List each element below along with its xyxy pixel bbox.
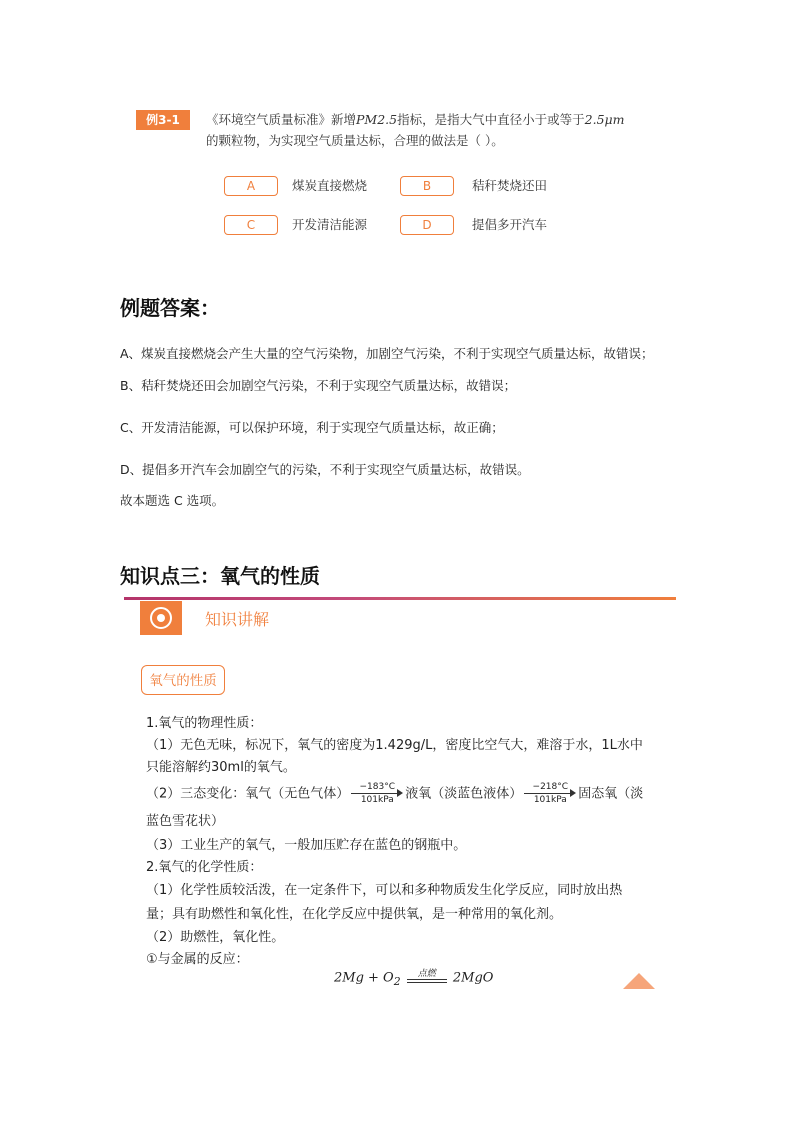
- body-line-6: （3）工业生产的氧气，一般加压贮存在蓝色的钢瓶中。: [146, 838, 467, 853]
- body-line-8: （1）化学性质较活泼，在一定条件下，可以和多种物质发生化学反应，同时放出热: [146, 883, 623, 898]
- equation-sign: [405, 970, 449, 986]
- question-text: 《环境空气质量标准》新增: [206, 112, 357, 127]
- knowledge-circle-icon: [150, 607, 172, 629]
- question-line-2: 的颗粒物，为实现空气质量达标，合理的做法是（ ）。: [206, 133, 504, 148]
- question-line-1: [206, 110, 625, 128]
- equation-subscript: 2: [393, 975, 401, 989]
- option-a-text: 煤炭直接燃烧: [292, 178, 368, 193]
- answer-line-a: A、煤炭直接燃烧会产生大量的空气污染物，加剧空气污染，不利于实现空气质量达标，故错误；: [120, 346, 654, 361]
- arrow-2-bottom: 101kPa: [533, 795, 567, 805]
- equation-condition: 点燃: [417, 969, 436, 979]
- section-heading: 知识点三：氧气的性质: [120, 564, 320, 588]
- answer-line-c: C、开发清洁能源，可以保护环境，利于实现空气质量达标，故正确；: [120, 420, 504, 435]
- body-line-4: [146, 782, 643, 806]
- option-b-box[interactable]: B: [400, 176, 454, 196]
- option-c-text: 开发清洁能源: [292, 217, 368, 232]
- scroll-up-triangle-icon[interactable]: [623, 973, 655, 989]
- answer-line-b: B、秸秆焚烧还田会加剧空气污染，不利于实现空气质量达标，故错误；: [120, 378, 517, 393]
- state-liquid-text: 液氧（淡蓝色液体）: [405, 786, 523, 802]
- answer-line-d: D、提倡多开汽车会加剧空气的污染，不利于实现空气质量达标，故错误。: [120, 462, 530, 477]
- banner-title: 知识讲解: [205, 610, 270, 629]
- answer-conclusion: 故本题选 C 选项。: [120, 493, 225, 508]
- body-line-3: 只能溶解约30ml的氧气。: [146, 760, 296, 775]
- question-math-num: 2.5: [377, 112, 398, 127]
- arrow-gas-to-liquid: [351, 782, 403, 806]
- equation-left: 2Mg + O: [334, 970, 394, 986]
- option-d-box[interactable]: D: [400, 215, 454, 235]
- option-b-text: 秸秆焚烧还田: [472, 178, 548, 193]
- option-d-text: 提倡多开汽车: [472, 217, 548, 232]
- question-text-2: 指标，是指大气中直径小于或等于: [397, 112, 585, 127]
- arrow-liquid-to-solid: [524, 782, 576, 806]
- body-line-11: ①与金属的反应：: [146, 952, 249, 967]
- arrow-1-bottom: 101kPa: [360, 795, 394, 805]
- topic-tag: 氧气的性质: [141, 665, 225, 695]
- state-gas-text: （2）三态变化：氧气（无色气体）: [146, 786, 350, 802]
- banner-divider: [124, 597, 676, 600]
- body-line-1: 1.氧气的物理性质：: [146, 716, 263, 731]
- reaction-equation: [334, 970, 493, 988]
- arrow-2-top: −218°C: [532, 782, 569, 792]
- option-c-box[interactable]: C: [224, 215, 278, 235]
- example-badge: 例3-1: [136, 110, 190, 130]
- question-math-num-2: 2.5: [584, 112, 605, 127]
- body-line-2: （1）无色无味，标况下，氧气的密度为1.429g/L，密度比空气大，难溶于水，1L水中: [146, 738, 643, 753]
- body-line-9: 量；具有助燃性和氧化性，在化学反应中提供氧，是一种常用的氧化剂。: [146, 907, 563, 922]
- body-line-5: 蓝色雪花状）: [146, 814, 225, 829]
- answer-heading: 例题答案：: [120, 296, 220, 320]
- question-math-unit: μm: [604, 112, 625, 127]
- option-a-box[interactable]: A: [224, 176, 278, 196]
- state-solid-text: 固态氧（淡: [578, 786, 644, 802]
- equation-right: 2MgO: [452, 970, 494, 986]
- body-line-10: （2）助燃性，氧化性。: [146, 930, 285, 945]
- question-math-pm: PM: [356, 112, 378, 127]
- body-line-7: 2.氧气的化学性质：: [146, 860, 263, 875]
- arrow-1-top: −183°C: [359, 782, 396, 792]
